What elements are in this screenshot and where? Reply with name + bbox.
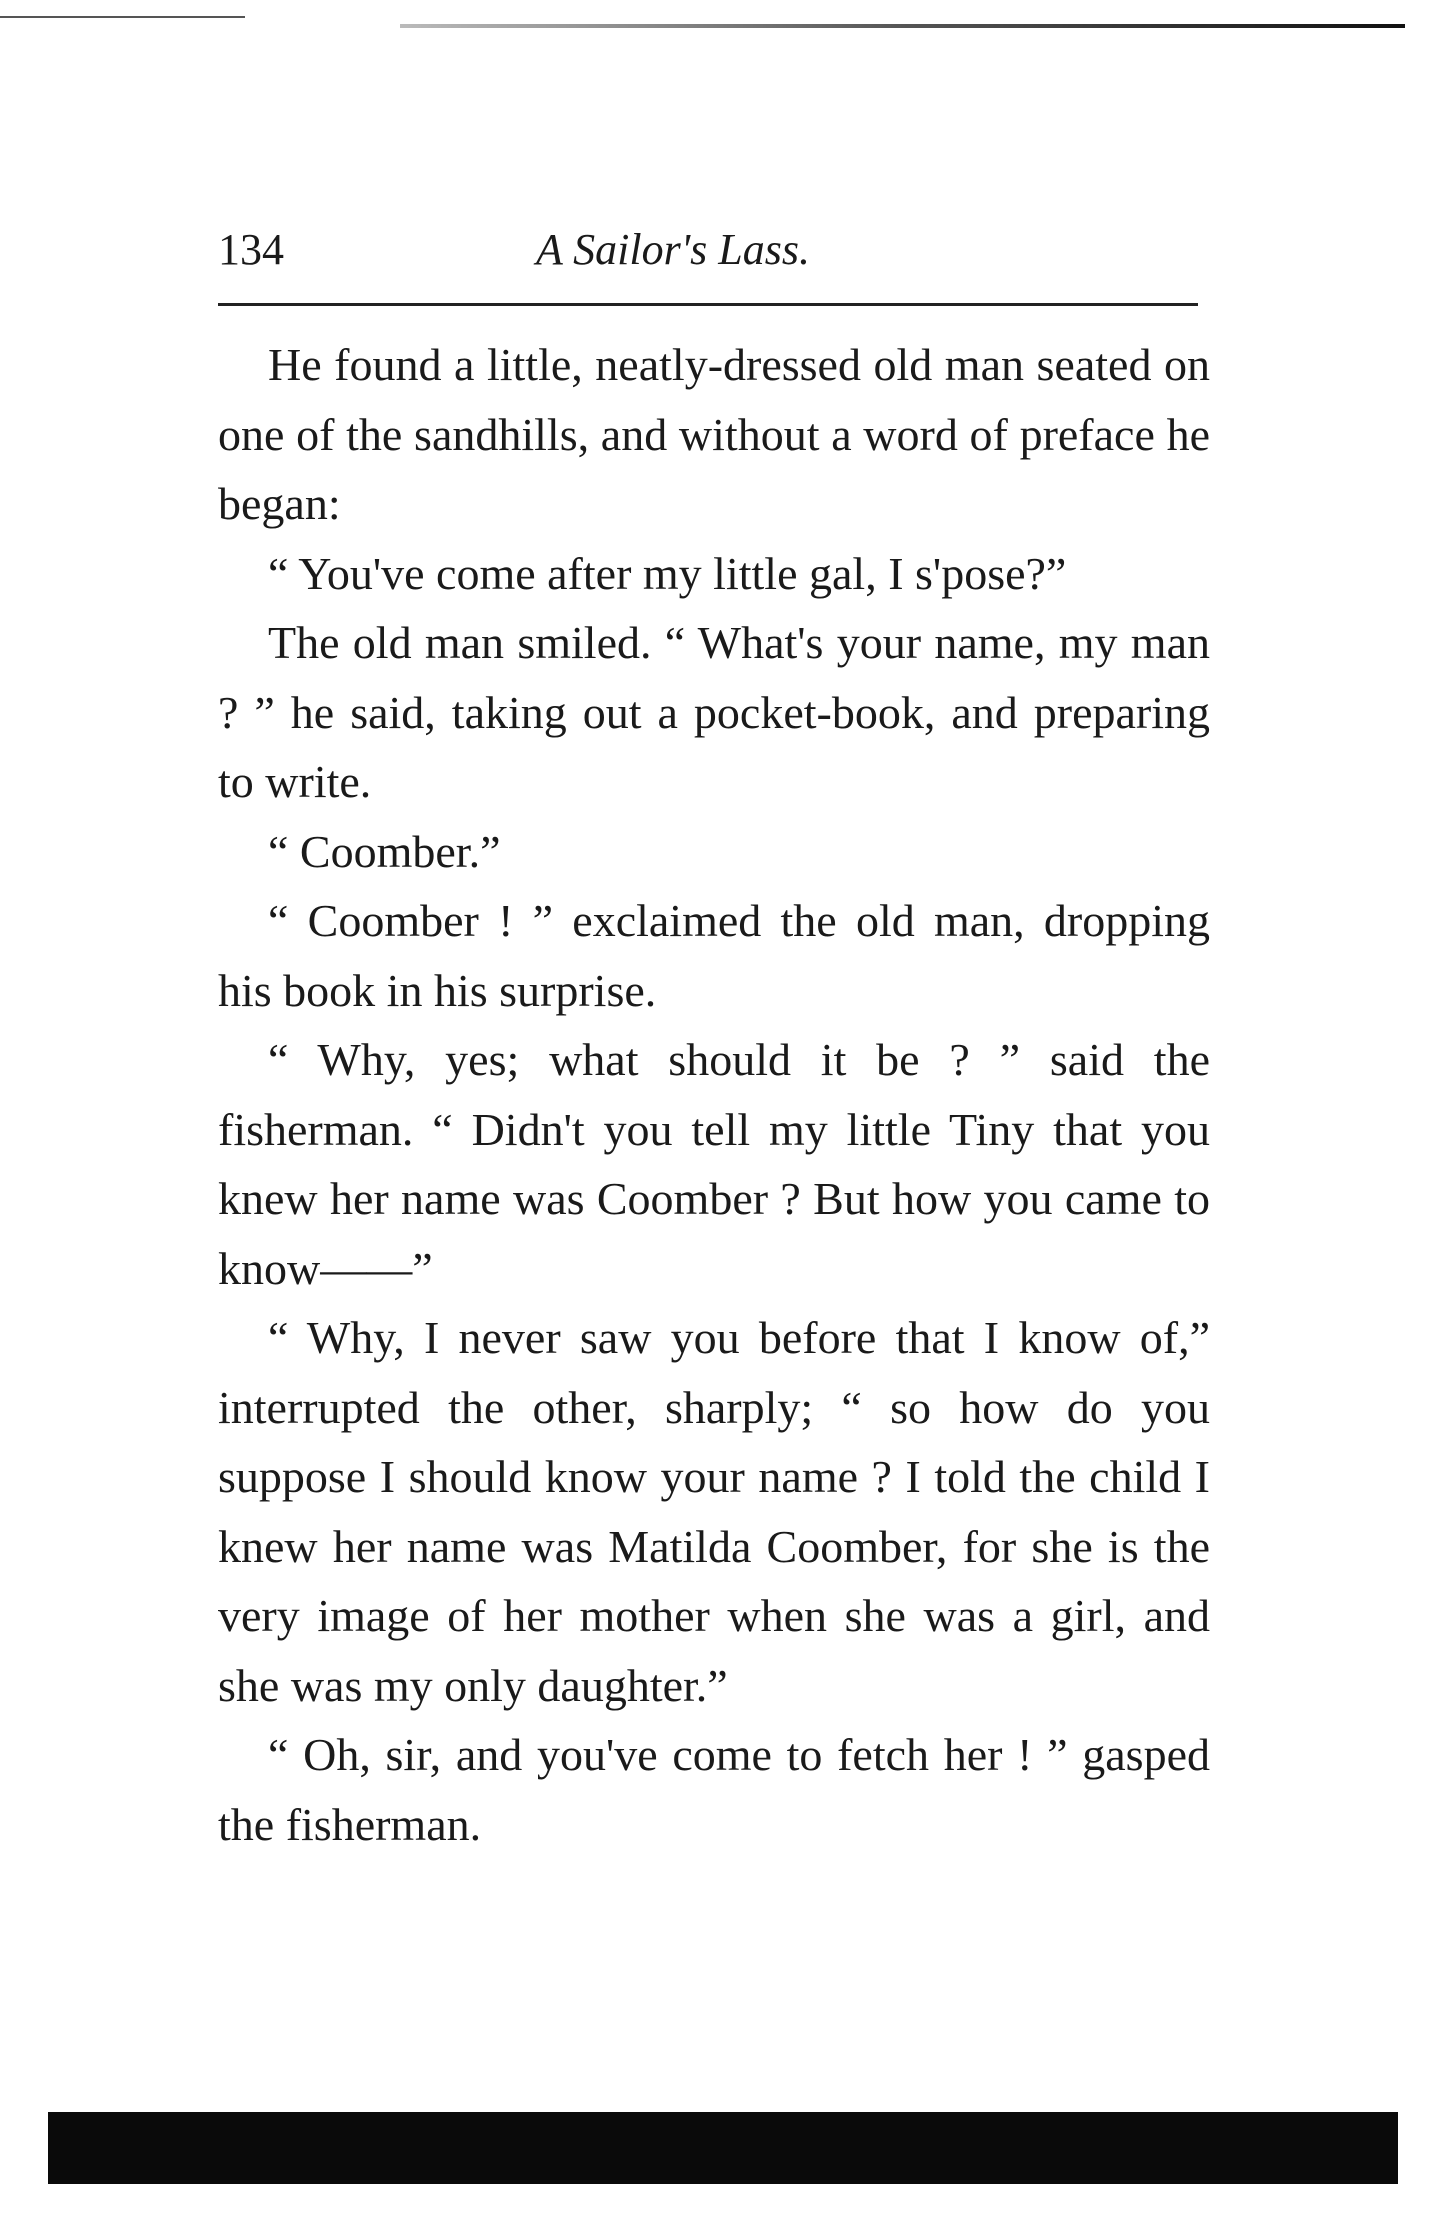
paragraph: “ You've come after my little gal, I s'pose?”: [268, 547, 1067, 599]
paragraph: “ Why, yes; what should it be ? ” said the fisherman. “ Didn't you tell my little Tiny that you knew her name was Coomber ? But how you came to know——”: [218, 1034, 1210, 1294]
paragraph: “ Coomber.”: [268, 825, 501, 877]
scan-edge-line-left: [0, 16, 245, 18]
page-number: 134: [218, 225, 284, 274]
paragraph: “ Why, I never saw you before that I know of,” interrupted the other, sharply; “ so how do you suppose I should know your name ? I told the child I knew her name was Matilda Coomber, for she is the very image of her mother when she was a girl, and she was my only daughter.”: [218, 1312, 1210, 1711]
paragraph: “ Oh, sir, and you've come to fetch her ! ” gasped the fisherman.: [218, 1729, 1210, 1850]
page-header: [218, 224, 1198, 284]
running-title: A Sailor's Lass.: [536, 225, 810, 274]
paragraph: “ Coomber ! ” exclaimed the old man, dropping his book in his surprise.: [218, 895, 1210, 1016]
paragraph: He found a little, neatly-dressed old man seated on one of the sandhills, and without a word of preface he began:: [218, 339, 1210, 529]
body-text: [218, 330, 1210, 1859]
scan-bottom-bar: [48, 2112, 1398, 2184]
scan-edge-line-right: [400, 24, 1405, 28]
paragraph: The old man smiled. “ What's your name, my man ? ” he said, taking out a pocket-book, and preparing to write.: [218, 617, 1210, 807]
header-rule: [218, 303, 1198, 306]
